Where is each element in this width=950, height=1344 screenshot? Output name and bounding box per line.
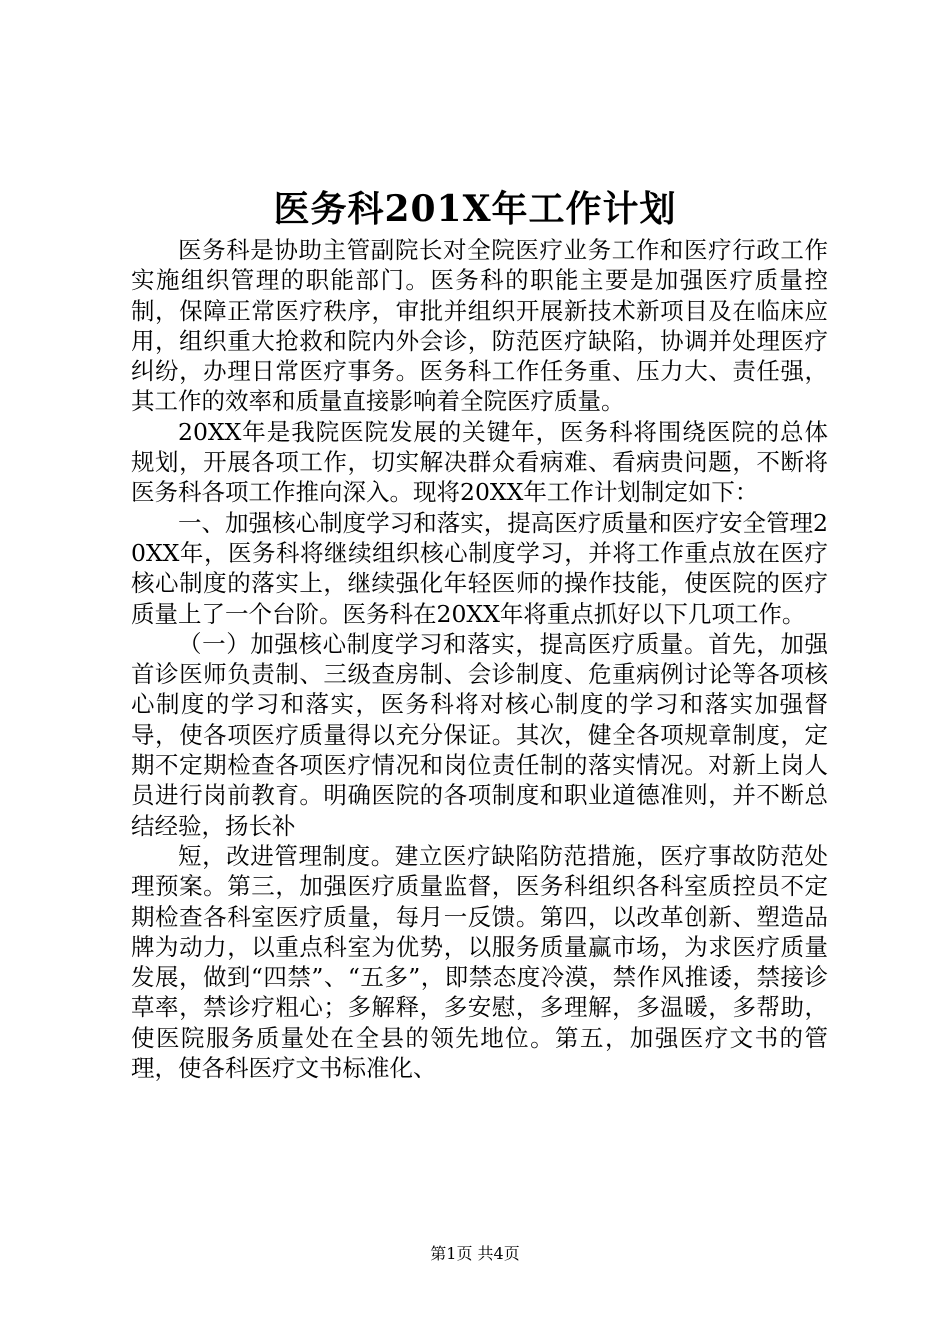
document-title: 医务科201X年工作计划: [273, 188, 677, 230]
paragraph-5: 短，改进管理制度。建立医疗缺陷防范措施，医疗事故防范处理预案。第三，加强医疗质量监督，医务科组织各科室质控员不定期检查各科室医疗质量，每月一反馈。第四，以改革创新、塑造品牌为动力，以重点科室为优势，以服务质量赢市场，为求医疗质量发展，做到“四禁”、“五多”，即禁态度冷漠，禁作风推诿，禁接诊草率，禁诊疗粗心；多解释，多安慰，多理解，多温暖，多帮助，使医院服务质量处在全县的领先地位。第五，加强医疗文书的管理，使各科医疗文书标准化、: [131, 841, 828, 1083]
paragraph-3: 一、加强核心制度学习和落实，提高医疗质量和医疗安全管理20XX年，医务科将继续组织核心制度学习，并将工作重点放在医疗核心制度的落实上，继续强化年轻医师的操作技能，使医院的医疗质量上了一个台阶。医务科在20XX年将重点抓好以下几项工作。: [131, 508, 828, 628]
paragraph-1: 医务科是协助主管副院长对全院医疗业务工作和医疗行政工作实施组织管理的职能部门。医务科的职能主要是加强医疗质量控制，保障正常医疗秩序，审批并组织开展新技术新项目及在临床应用，组织重大抢救和院内外会诊，防范医疗缺陷，协调并处理医疗纠纷，办理日常医疗事务。医务科工作任务重、压力大、责任强，其工作的效率和质量直接影响着全院医疗质量。: [131, 236, 828, 416]
paragraph-2: 20XX年是我院医院发展的关键年，医务科将围绕医院的总体规划，开展各项工作，切实解决群众看病难、看病贵问题，不断将医务科各项工作推向深入。现将20XX年工作计划制定如下：: [131, 417, 828, 507]
document-body: [131, 235, 828, 1083]
page-footer: 第1页 共4页: [430, 1244, 520, 1263]
paragraph-4: （一）加强核心制度学习和落实，提高医疗质量。首先，加强首诊医师负责制、三级查房制、会诊制度、危重病例讨论等各项核心制度的学习和落实，医务科将对核心制度的学习和落实加强督导，使各项医疗质量得以充分保证。其次，健全各项规章制度，定期不定期检查各项医疗情况和岗位责任制的落实情况。对新上岗人员进行岗前教育。明确医院的各项制度和职业道德准则，并不断总结经验，扬长补: [131, 629, 828, 840]
